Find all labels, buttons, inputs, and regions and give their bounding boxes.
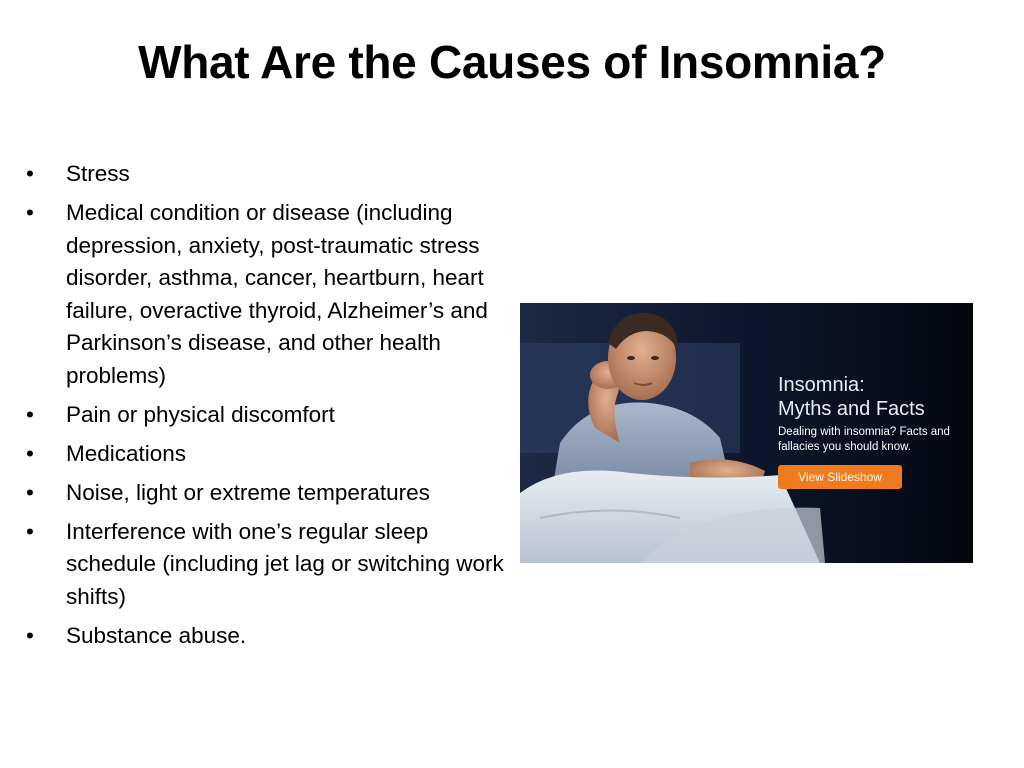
bullet-item	[26, 620, 506, 653]
promo-title-line2: Myths and Facts	[778, 398, 925, 420]
bullet-text: Stress	[66, 161, 130, 186]
bullet-icon: •	[26, 440, 34, 466]
bullet-icon: •	[26, 622, 34, 648]
insomnia-promo-image[interactable]	[520, 303, 973, 563]
promo-title-line1: Insomnia:	[778, 374, 865, 396]
bullet-icon: •	[26, 518, 34, 544]
bullet-icon: •	[26, 200, 34, 225]
slide-title: What Are the Causes of Insomnia?	[138, 36, 886, 88]
bullet-icon: •	[26, 479, 34, 505]
view-slideshow-button[interactable]: View Slideshow	[778, 465, 902, 489]
bullet-item	[26, 197, 506, 392]
bullet-item	[26, 399, 506, 432]
bullet-icon: •	[26, 161, 34, 186]
bullet-item	[26, 516, 506, 614]
bullet-list	[26, 158, 506, 659]
bullet-icon: •	[26, 401, 34, 427]
bullet-text: Medications	[66, 440, 187, 466]
bullet-text: Medical condition or disease (including depression, anxiety, post-traumatic stress disorder, asthma, cancer, heartburn, heart failure, overactive thyroid, Alzheimer’s and Parkinson’s disease, and other health problems)	[66, 200, 488, 388]
promo-subtitle: Dealing with insomnia? Facts and fallacies you should know.	[778, 426, 950, 453]
promo-overlay	[778, 373, 968, 489]
bullet-text: Substance abuse.	[66, 622, 247, 648]
bullet-text: Noise, light or extreme temperatures	[66, 479, 430, 505]
bullet-item	[26, 158, 506, 191]
bullet-text: Interference with one’s regular sleep schedule (including jet lag or switching work shifts)	[66, 518, 504, 609]
bullet-item	[26, 477, 506, 510]
bullet-item	[26, 438, 506, 471]
bullet-text: Pain or physical discomfort	[66, 401, 335, 427]
